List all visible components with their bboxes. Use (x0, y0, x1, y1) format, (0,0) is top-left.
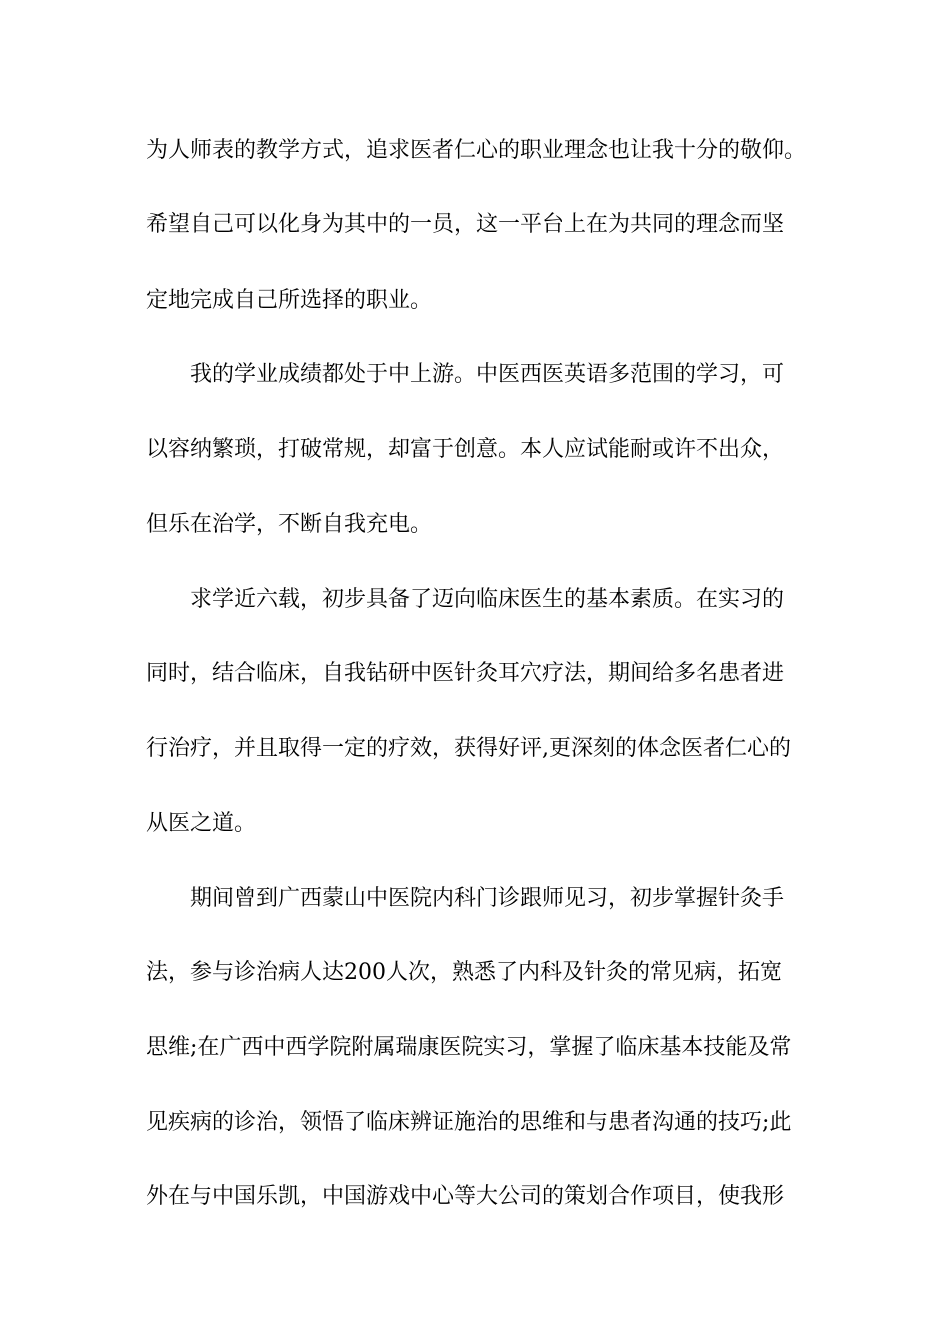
text-line: 见疾病的诊治，领悟了临床辨证施治的思维和与患者沟通的技巧;此 (146, 1110, 792, 1135)
text-line: 思维;在广西中西学院附属瑞康医院实习，掌握了临床基本技能及常 (146, 1035, 792, 1060)
text-line: 希望自己可以化身为其中的一员，这一平台上在为共同的理念而坚 (146, 212, 785, 237)
text-line: 行治疗，并且取得一定的疗效，获得好评,更深刻的体念医者仁心的 (146, 736, 791, 761)
text-line: 定地完成自己所选择的职业。 (146, 288, 433, 313)
paragraph-first-line: 求学近六载，初步具备了迈向临床医生的基本素质。在实习的 (190, 587, 785, 612)
text-line: 从医之道。 (146, 811, 257, 836)
paragraph-first-line: 期间曾到广西蒙山中医院内科门诊跟师见习，初步掌握针灸手 (190, 886, 785, 911)
text-line: 同时，结合临床，自我钻研中医针灸耳穴疗法，期间给多名患者进 (146, 661, 785, 686)
text-line: 法，参与诊治病人达200人次，熟悉了内科及针灸的常见病，拓宽 (146, 960, 782, 985)
paragraph-first-line: 我的学业成绩都处于中上游。中医西医英语多范围的学习，可 (190, 362, 785, 387)
text-line: 但乐在治学，不断自我充电。 (146, 512, 433, 537)
text-line: 以容纳繁琐，打破常规，却富于创意。本人应试能耐或许不出众， (146, 437, 785, 462)
text-line: 为人师表的教学方式，追求医者仁心的职业理念也让我十分的敬仰。 (146, 138, 807, 163)
text-line: 外在与中国乐凯，中国游戏中心等大公司的策划合作项目，使我形 (146, 1184, 785, 1209)
